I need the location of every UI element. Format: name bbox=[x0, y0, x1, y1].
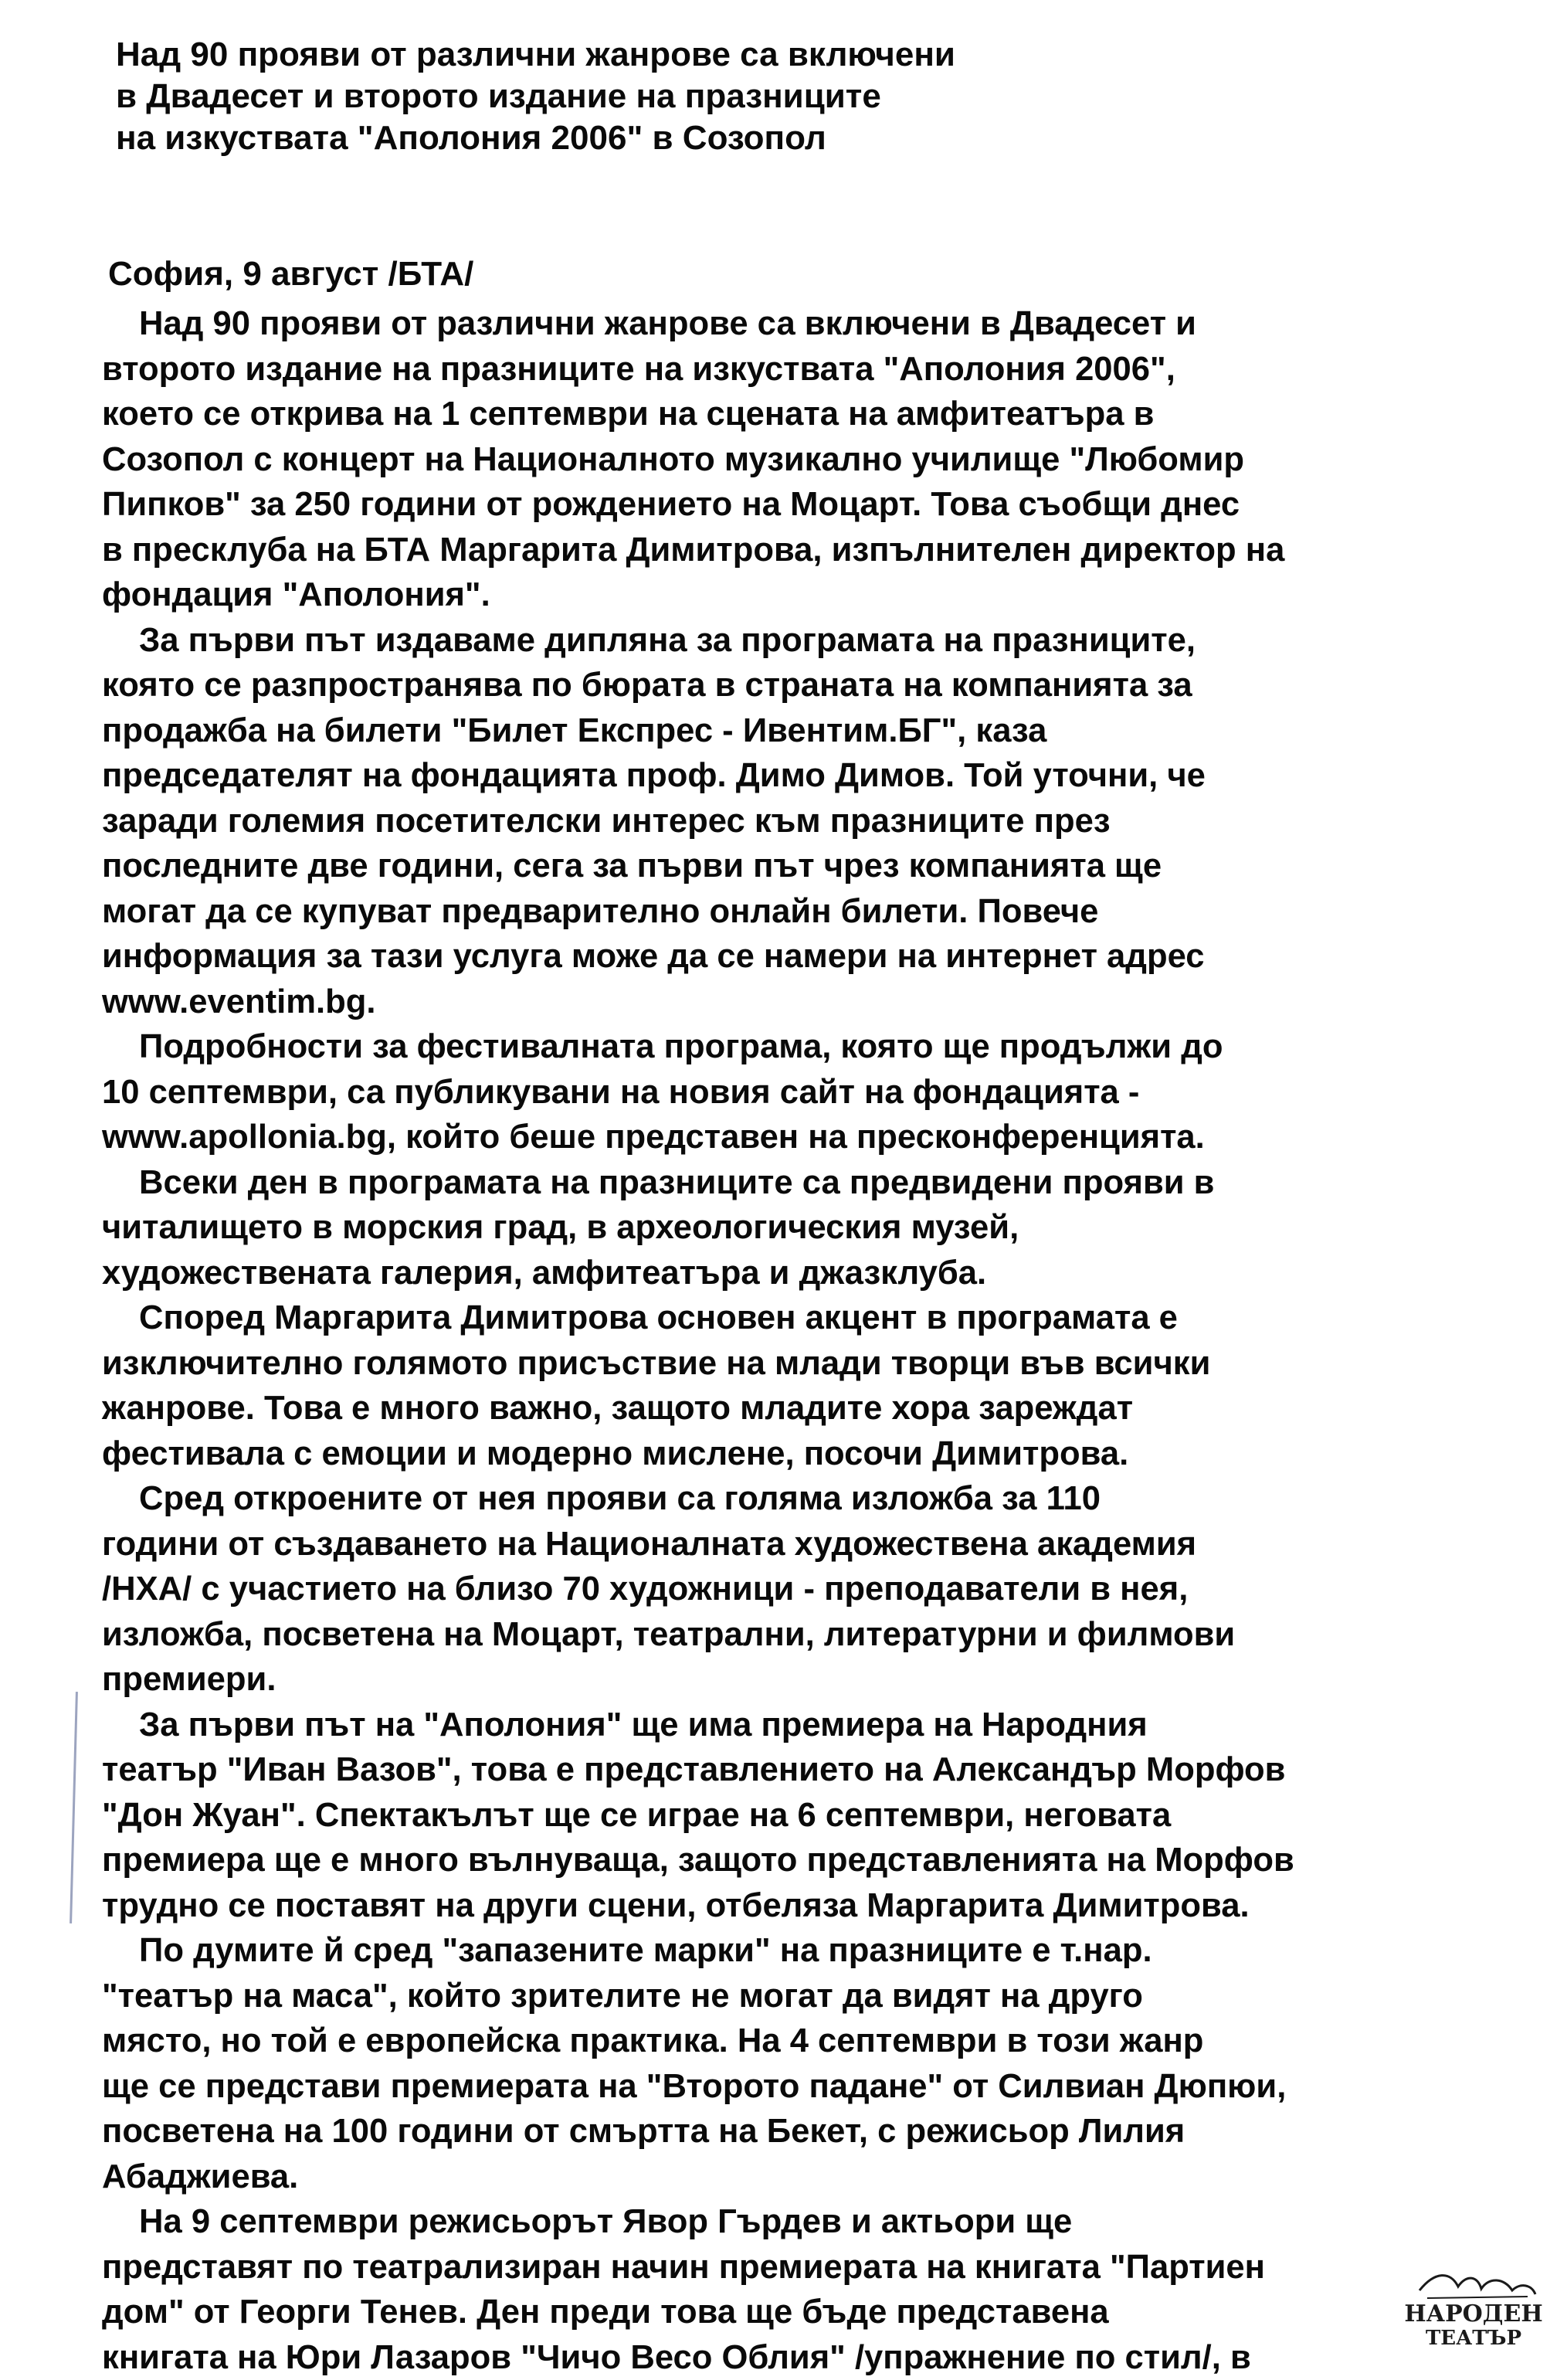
body-line: читалището в морския град, в археологическия музей, bbox=[102, 1205, 1538, 1251]
body-line: Според Маргарита Димитрова основен акцент в програмата е bbox=[102, 1295, 1538, 1341]
body-line: Абаджиева. bbox=[102, 2154, 1538, 2200]
body-line: представят по театрализиран начин премиерата на книгата "Партиен bbox=[102, 2245, 1538, 2290]
body-line: последните две години, сега за първи път чрез компанията ще bbox=[102, 844, 1538, 889]
body-line: могат да се купуват предварително онлайн билети. Повече bbox=[102, 889, 1538, 935]
body-line: трудно се поставят на други сцени, отбеляза Маргарита Димитрова. bbox=[102, 1883, 1538, 1929]
body-line: За първи път издаваме дипляна за програмата на празниците, bbox=[102, 618, 1538, 664]
body-line: премиери. bbox=[102, 1657, 1538, 1703]
body-line: жанрове. Това е много важно, защото младите хора зареждат bbox=[102, 1386, 1538, 1431]
headline-line-1: Над 90 прояви от различни жанрове са включени bbox=[116, 34, 1120, 76]
body-line: фондация "Аполония". bbox=[102, 572, 1538, 618]
body-line: художествената галерия, амфитеатъра и джазклуба. bbox=[102, 1251, 1538, 1296]
body-line: изключително голямото присъствие на млади творци във всички bbox=[102, 1341, 1538, 1387]
body-line: По думите й сред "запазените марки" на празниците е т.нар. bbox=[102, 1928, 1538, 1974]
body-line: изложба, посветена на Моцарт, театрални, литературни и филмови bbox=[102, 1612, 1538, 1658]
body-line: заради големия посетителски интерес към празниците през bbox=[102, 799, 1538, 844]
headline bbox=[116, 34, 1120, 159]
body-line: "Дон Жуан". Спектакълът ще се играе на 6 септември, неговата bbox=[102, 1793, 1538, 1838]
body-line: Пипков" за 250 години от рождението на Моцарт. Това съобщи днес bbox=[102, 482, 1538, 528]
body-line: www.eventim.bg. bbox=[102, 980, 1538, 1025]
body-line: второто издание на празниците на изкуствата "Аполония 2006", bbox=[102, 347, 1538, 392]
body-line: място, но той е европейска практика. На 4 септември в този жанр bbox=[102, 2018, 1538, 2064]
body-line: 10 септември, са публикувани на новия сайт на фондацията - bbox=[102, 1070, 1538, 1115]
headline-line-2: в Двадесет и второто издание на празниците bbox=[116, 76, 1120, 117]
article-body bbox=[102, 301, 1538, 2380]
body-line: книгата на Юри Лазаров "Чичо Весо Облия" /упражнение по стил/, в bbox=[102, 2335, 1538, 2380]
body-line: Подробности за фестивалната програма, която ще продължи до bbox=[102, 1024, 1538, 1070]
body-line: което се открива на 1 септември на сцената на амфитеатъра в bbox=[102, 392, 1538, 437]
body-line: "театър на маса", който зрителите не могат да видят на друго bbox=[102, 1974, 1538, 2019]
body-line: Сред откроените от нея прояви са голяма изложба за 110 bbox=[102, 1476, 1538, 1522]
body-line: премиера ще е много вълнуваща, защото представленията на Морфов bbox=[102, 1838, 1538, 1883]
pen-margin-mark bbox=[70, 1692, 78, 1923]
dateline: София, 9 август /БТА/ bbox=[108, 255, 473, 294]
body-line: www.apollonia.bg, който беше представен на пресконференцията. bbox=[102, 1115, 1538, 1160]
body-line: За първи път на "Аполония" ще има премиера на Народния bbox=[102, 1703, 1538, 1748]
body-line: театър "Иван Вазов", това е представлението на Александър Морфов bbox=[102, 1747, 1538, 1793]
body-line: дом" от Георги Тенев. Ден преди това ще бъде представена bbox=[102, 2290, 1538, 2335]
body-line: Над 90 прояви от различни жанрове са включени в Двадесет и bbox=[102, 301, 1538, 347]
body-line: в пресклуба на БТА Маргарита Димитрова, изпълнителен директор на bbox=[102, 528, 1538, 573]
body-line: /НХА/ с участието на близо 70 художници - преподаватели в нея, bbox=[102, 1567, 1538, 1612]
body-line: На 9 септември режисьорът Явор Гърдев и актьори ще bbox=[102, 2199, 1538, 2245]
body-line: ще се представи премиерата на "Второто падане" от Силвиан Дюпюи, bbox=[102, 2064, 1538, 2110]
body-line: председателят на фондацията проф. Димо Димов. Той уточни, че bbox=[102, 753, 1538, 799]
body-line: фестивала с емоции и модерно мислене, посочи Димитрова. bbox=[102, 1431, 1538, 1477]
body-line: посветена на 100 години от смъртта на Бекет, с режисьор Лилия bbox=[102, 2109, 1538, 2154]
body-line: Созопол с концерт на Националното музикално училище "Любомир bbox=[102, 437, 1538, 483]
body-line: която се разпространява по бюрата в страната на компанията за bbox=[102, 663, 1538, 708]
headline-line-3: на изкуствата "Аполония 2006" в Созопол bbox=[116, 117, 1120, 159]
body-line: години от създаването на Националната художествена академия bbox=[102, 1522, 1538, 1567]
stamp-line-1: НАРОДЕН bbox=[1404, 2300, 1542, 2327]
stamp-logo-icon bbox=[1404, 2267, 1543, 2352]
body-line: продажба на билети "Билет Експрес - Ивентим.БГ", каза bbox=[102, 708, 1538, 754]
stamp-line-2: ТЕАТЪР bbox=[1426, 2327, 1521, 2350]
national-theatre-stamp bbox=[1404, 2267, 1543, 2352]
body-line: Всеки ден в програмата на празниците са предвидени прояви в bbox=[102, 1160, 1538, 1206]
body-line: информация за тази услуга може да се намери на интернет адрес bbox=[102, 934, 1538, 980]
